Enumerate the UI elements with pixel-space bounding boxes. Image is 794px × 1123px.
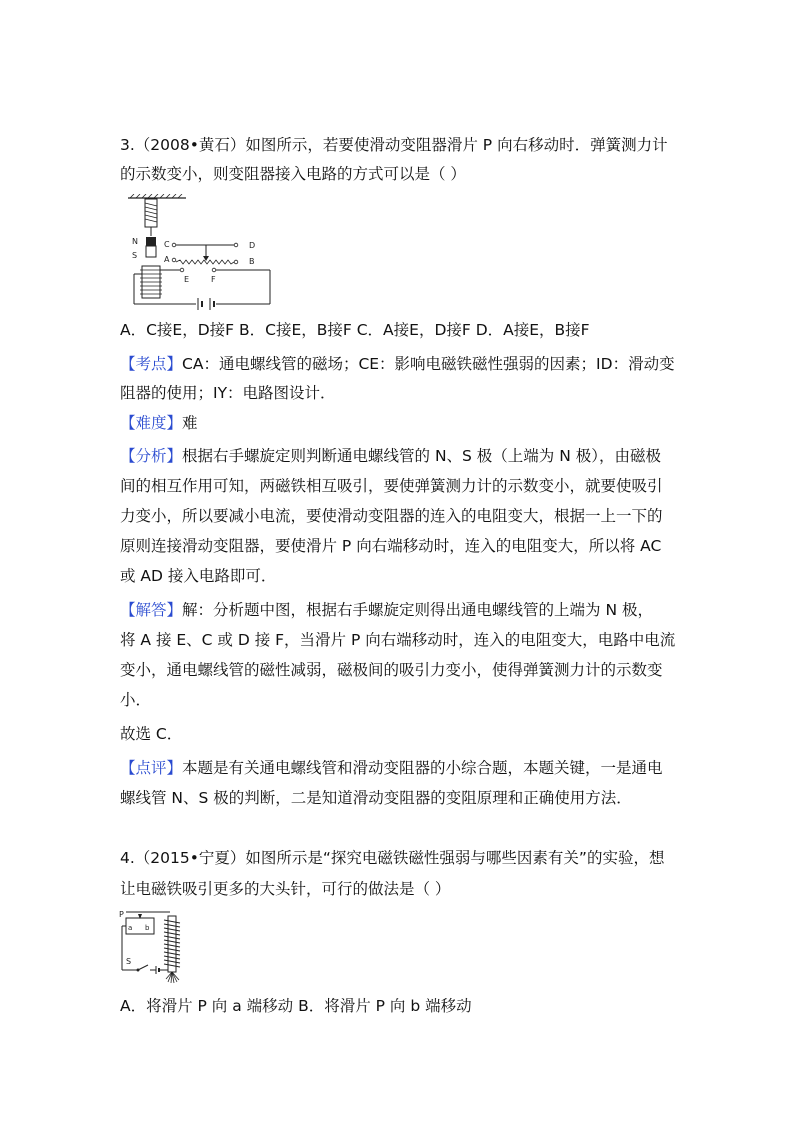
q3-circuit-figure bbox=[122, 194, 282, 310]
q3-kaodian-tag: 【考点】 bbox=[120, 355, 183, 373]
q3-kaodian-line-1 bbox=[120, 354, 675, 374]
q3-label-e: E bbox=[184, 275, 190, 284]
q3-fenxi-line-2: 间的相互作用可知，两磁铁相互吸引，要使弹簧测力计的示数变小，就要使吸引 bbox=[120, 477, 663, 495]
q3-jieda-line-1 bbox=[120, 600, 653, 620]
q4-stem-line-1: 4.（2015•宁夏）如图所示是“探究电磁铁磁性强弱与哪些因素有关”的实验，想 bbox=[120, 849, 665, 867]
q3-label-s: S bbox=[132, 251, 138, 260]
q4-label-b: b bbox=[145, 924, 150, 932]
q3-dianping-line-1 bbox=[120, 758, 663, 778]
q3-nandu-text: 难 bbox=[182, 414, 198, 432]
q3-jieda-tag: 【解答】 bbox=[120, 601, 183, 619]
q3-options: A．C接E，D接F B．C接E，B接F C．A接E，D接F D．A接E，B接F bbox=[120, 321, 590, 339]
q3-label-c: C bbox=[164, 240, 170, 249]
q3-jieda-line-4: 小． bbox=[120, 691, 152, 709]
q3-label-d: D bbox=[249, 241, 256, 250]
q3-jieda-line-2: 将 A 接 E、C 或 D 接 F，当滑片 P 向右端移动时，连入的电阻变大，电路中电流 bbox=[120, 631, 676, 649]
q3-fenxi-tag: 【分析】 bbox=[120, 447, 183, 465]
q3-dianping-line-2: 螺线管 N、S 极的判断，二是知道滑动变阻器的变阻原理和正确使用方法． bbox=[120, 789, 632, 807]
q3-kaodian-line-2: 阻器的使用；IY：电路图设计． bbox=[120, 384, 336, 402]
q4-label-p: P bbox=[119, 910, 124, 919]
q3-jieda-text: 解：分析题中图，根据右手螺旋定则得出通电螺线管的上端为 N 极， bbox=[182, 601, 653, 619]
q3-label-a: A bbox=[164, 255, 170, 264]
q3-fenxi-text: 根据右手螺旋定则判断通电螺线管的 N、S 极（上端为 N 极），由磁极 bbox=[182, 447, 662, 465]
q3-dianping-tag: 【点评】 bbox=[120, 759, 183, 777]
q3-nandu-tag: 【难度】 bbox=[120, 414, 183, 432]
q3-fenxi-line-5: 或 AD 接入电路即可． bbox=[120, 567, 277, 585]
q3-kaodian-text: CA：通电螺线管的磁场；CE：影响电磁铁磁性强弱的因素；ID：滑动变 bbox=[182, 355, 675, 373]
q3-label-b: B bbox=[249, 257, 255, 266]
q4-label-s: S bbox=[126, 957, 132, 966]
q3-fenxi-line-3: 力变小，所以要减小电流，要使滑动变阻器的连入的电阻变大，根据一上一下的 bbox=[120, 507, 663, 525]
q3-stem-line-2: 的示数变小，则变阻器接入电路的方式可以是（ ） bbox=[120, 165, 466, 183]
q3-label-n: N bbox=[132, 237, 138, 246]
q3-nandu-line bbox=[120, 413, 198, 433]
q3-answer: 故选 C． bbox=[120, 725, 183, 743]
q3-fenxi-line-4: 原则连接滑动变阻器，要使滑片 P 向右端移动时，连入的电阻变大，所以将 AC bbox=[120, 537, 662, 555]
q4-label-a: a bbox=[128, 924, 133, 932]
q3-fenxi-line-1 bbox=[120, 446, 661, 466]
q4-options: A．将滑片 P 向 a 端移动 B．将滑片 P 向 b 端移动 bbox=[120, 997, 472, 1015]
q4-stem-line-2: 让电磁铁吸引更多的大头针，可行的做法是（ ） bbox=[120, 880, 451, 898]
q3-jieda-line-3: 变小，通电螺线管的磁性减弱，磁极间的吸引力变小，使得弹簧测力计的示数变 bbox=[120, 661, 663, 679]
q3-dianping-text: 本题是有关通电螺线管和滑动变阻器的小综合题，本题关键，一是通电 bbox=[182, 759, 663, 777]
q3-label-f: F bbox=[211, 275, 216, 284]
q4-electromagnet-figure bbox=[118, 908, 188, 984]
q3-stem-line-1: 3.（2008•黄石）如图所示，若要使滑动变阻器滑片 P 向右移动时．弹簧测力计 bbox=[120, 136, 668, 154]
